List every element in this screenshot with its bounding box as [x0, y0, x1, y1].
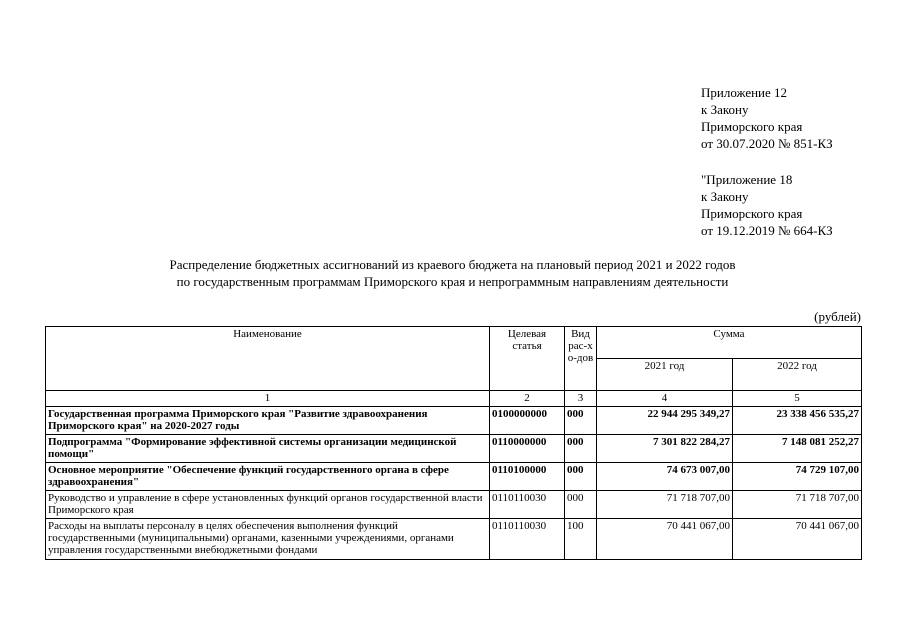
- row-type: 000: [565, 407, 597, 435]
- row-type: 000: [565, 463, 597, 491]
- row-2022: 74 729 107,00: [733, 463, 862, 491]
- appendix-line: Приморского края: [701, 206, 803, 221]
- row-name: Государственная программа Приморского края "Развитие здравоохранения Приморского края" на 2020-2027 годы: [46, 407, 490, 435]
- table-row: [46, 435, 862, 463]
- row-code: 0110100000: [490, 463, 565, 491]
- appendix-amended: [701, 171, 833, 239]
- title-line: Распределение бюджетных ассигнований из краевого бюджета на плановый период 2021 и 2022 годов: [169, 257, 736, 272]
- appendix-line: от 30.07.2020 № 851-КЗ: [701, 136, 833, 151]
- appendix-line: к Закону: [701, 189, 749, 204]
- header-name: Наименование: [46, 327, 490, 391]
- column-number: 4: [597, 391, 733, 407]
- table-row: [46, 463, 862, 491]
- budget-table: [45, 326, 862, 560]
- row-name: Руководство и управление в сфере установленных функций органов государственной власти Приморского края: [46, 491, 490, 519]
- appendix-current: [701, 84, 833, 152]
- appendix-line: от 19.12.2019 № 664-КЗ: [701, 223, 833, 238]
- units-label: (рублей): [814, 309, 861, 324]
- row-name: Подпрограмма "Формирование эффективной системы организации медицинской помощи": [46, 435, 490, 463]
- row-code: 0110000000: [490, 435, 565, 463]
- row-2021: 22 944 295 349,27: [597, 407, 733, 435]
- title-line: по государственным программам Приморского края и непрограммным направлениям деятельности: [176, 274, 729, 289]
- column-number: 5: [733, 391, 862, 407]
- appendix-line: Приложение 12: [701, 85, 788, 100]
- appendix-line: к Закону: [701, 102, 749, 117]
- row-2022: 23 338 456 535,27: [733, 407, 862, 435]
- appendix-line: "Приложение 18: [701, 172, 793, 187]
- row-2022: 70 441 067,00: [733, 519, 862, 560]
- column-number: 3: [565, 391, 597, 407]
- header-row: [46, 327, 862, 359]
- appendix-line: Приморского края: [701, 119, 803, 134]
- column-number: 2: [490, 391, 565, 407]
- row-type: 000: [565, 435, 597, 463]
- column-number-row: [46, 391, 862, 407]
- header-expense-type: Вид рас-хо-дов: [565, 327, 597, 391]
- row-type: 100: [565, 519, 597, 560]
- row-2021: 70 441 067,00: [597, 519, 733, 560]
- header-year-2021: 2021 год: [597, 359, 733, 391]
- table-row: [46, 407, 862, 435]
- row-name: Основное мероприятие "Обеспечение функций государственного органа в сфере здравоохранения": [46, 463, 490, 491]
- header-target-article: Целевая статья: [490, 327, 565, 391]
- document-title: [0, 256, 905, 290]
- table-row: [46, 519, 862, 560]
- row-code: 0110110030: [490, 519, 565, 560]
- column-number: 1: [46, 391, 490, 407]
- row-2022: 71 718 707,00: [733, 491, 862, 519]
- row-2021: 7 301 822 284,27: [597, 435, 733, 463]
- row-code: 0110110030: [490, 491, 565, 519]
- row-2021: 74 673 007,00: [597, 463, 733, 491]
- header-year-2022: 2022 год: [733, 359, 862, 391]
- header-sum: Сумма: [597, 327, 862, 359]
- row-name: Расходы на выплаты персоналу в целях обеспечения выполнения функций государственными (муниципальными) органами, казенными учреждениями, органами управления государственными внебюджетными фондами: [46, 519, 490, 560]
- row-type: 000: [565, 491, 597, 519]
- row-2021: 71 718 707,00: [597, 491, 733, 519]
- row-code: 0100000000: [490, 407, 565, 435]
- row-2022: 7 148 081 252,27: [733, 435, 862, 463]
- table-row: [46, 491, 862, 519]
